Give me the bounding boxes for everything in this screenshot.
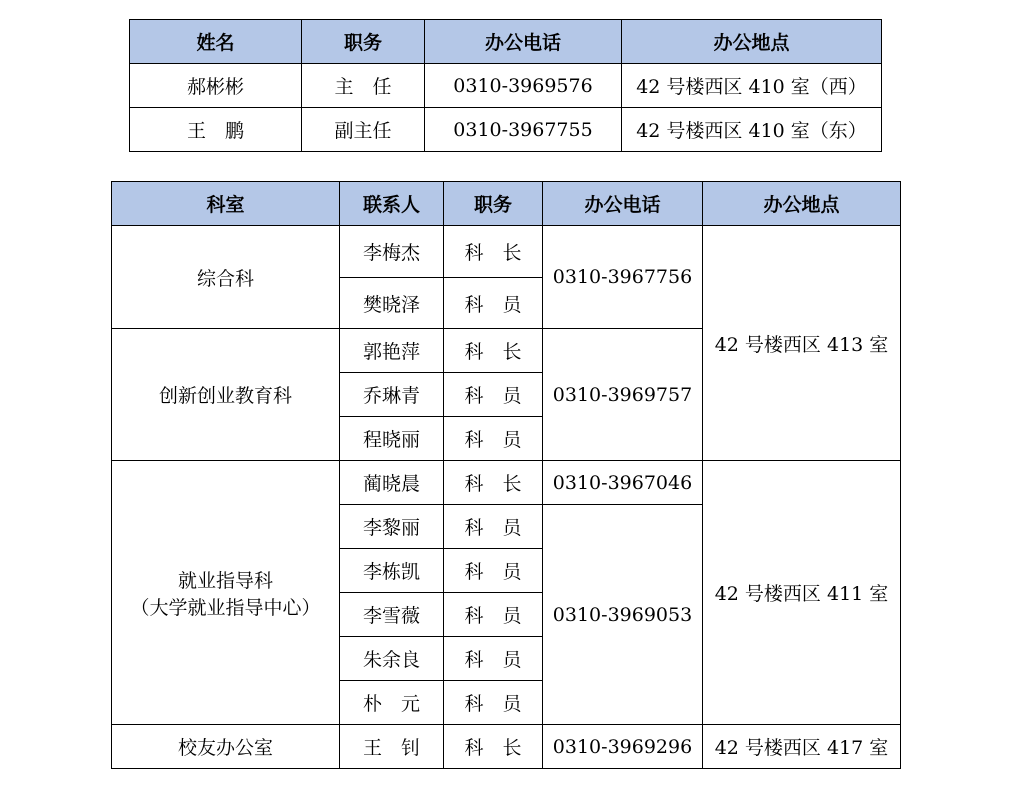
contact-name: 朱余良 (340, 637, 444, 681)
leader-name: 王 鹏 (130, 108, 302, 152)
col-header-contact: 联系人 (340, 182, 444, 226)
leader-location: 42 号楼西区 410 室（东） (622, 108, 882, 152)
col-header-title: 职务 (444, 182, 543, 226)
departments-table (111, 181, 901, 769)
col-header-location: 办公地点 (622, 20, 882, 64)
contact-name: 郭艳萍 (340, 329, 444, 373)
dept-innovation: 创新创业教育科 (112, 329, 340, 461)
leader-location: 42 号楼西区 410 室（西） (622, 64, 882, 108)
table-header-row (130, 20, 882, 64)
location-room-417: 42 号楼西区 417 室 (703, 725, 901, 769)
dept-alumni-office: 校友办公室 (112, 725, 340, 769)
dept-employment-line2: （大学就业指导中心） (130, 596, 321, 619)
leader-title: 副主任 (302, 108, 425, 152)
phone-employment-head: 0310-3967046 (543, 461, 703, 505)
contact-title: 科 长 (444, 226, 543, 278)
phone-employment-staff: 0310-3969053 (543, 505, 703, 725)
location-room-413: 42 号楼西区 413 室 (703, 226, 901, 461)
table-row (130, 64, 882, 108)
contact-name: 乔琳青 (340, 373, 444, 417)
contact-title: 科 长 (444, 725, 543, 769)
contact-title: 科 员 (444, 417, 543, 461)
contact-name: 李雪薇 (340, 593, 444, 637)
contact-title: 科 员 (444, 373, 543, 417)
location-room-411: 42 号楼西区 411 室 (703, 461, 901, 725)
contact-name: 程晓丽 (340, 417, 444, 461)
table-header-row (112, 182, 901, 226)
phone-alumni-office: 0310-3969296 (543, 725, 703, 769)
col-header-phone: 办公电话 (543, 182, 703, 226)
table-row (112, 226, 901, 278)
leader-title: 主 任 (302, 64, 425, 108)
contact-title: 科 员 (444, 681, 543, 725)
contact-name: 朴 元 (340, 681, 444, 725)
dept-general-office: 综合科 (112, 226, 340, 329)
contact-title: 科 员 (444, 637, 543, 681)
leader-phone: 0310-3969576 (425, 64, 622, 108)
phone-general-office: 0310-3967756 (543, 226, 703, 329)
col-header-department: 科室 (112, 182, 340, 226)
table-row (112, 725, 901, 769)
contact-title: 科 员 (444, 549, 543, 593)
contact-name: 王 钊 (340, 725, 444, 769)
phone-innovation: 0310-3969757 (543, 329, 703, 461)
contact-name: 蔺晓晨 (340, 461, 444, 505)
table-row (130, 108, 882, 152)
dept-employment-line1: 就业指导科 (177, 569, 273, 592)
col-header-location: 办公地点 (703, 182, 901, 226)
table-row (112, 461, 901, 505)
contact-title: 科 员 (444, 278, 543, 329)
contact-title: 科 员 (444, 593, 543, 637)
leaders-table (129, 19, 882, 152)
dept-employment (112, 461, 340, 725)
col-header-title: 职务 (302, 20, 425, 64)
col-header-phone: 办公电话 (425, 20, 622, 64)
contact-name: 樊晓泽 (340, 278, 444, 329)
leader-phone: 0310-3967755 (425, 108, 622, 152)
contact-title: 科 员 (444, 505, 543, 549)
leader-name: 郝彬彬 (130, 64, 302, 108)
contact-title: 科 长 (444, 329, 543, 373)
contact-name: 李梅杰 (340, 226, 444, 278)
contact-title: 科 长 (444, 461, 543, 505)
contact-name: 李黎丽 (340, 505, 444, 549)
col-header-name: 姓名 (130, 20, 302, 64)
contact-name: 李栋凯 (340, 549, 444, 593)
